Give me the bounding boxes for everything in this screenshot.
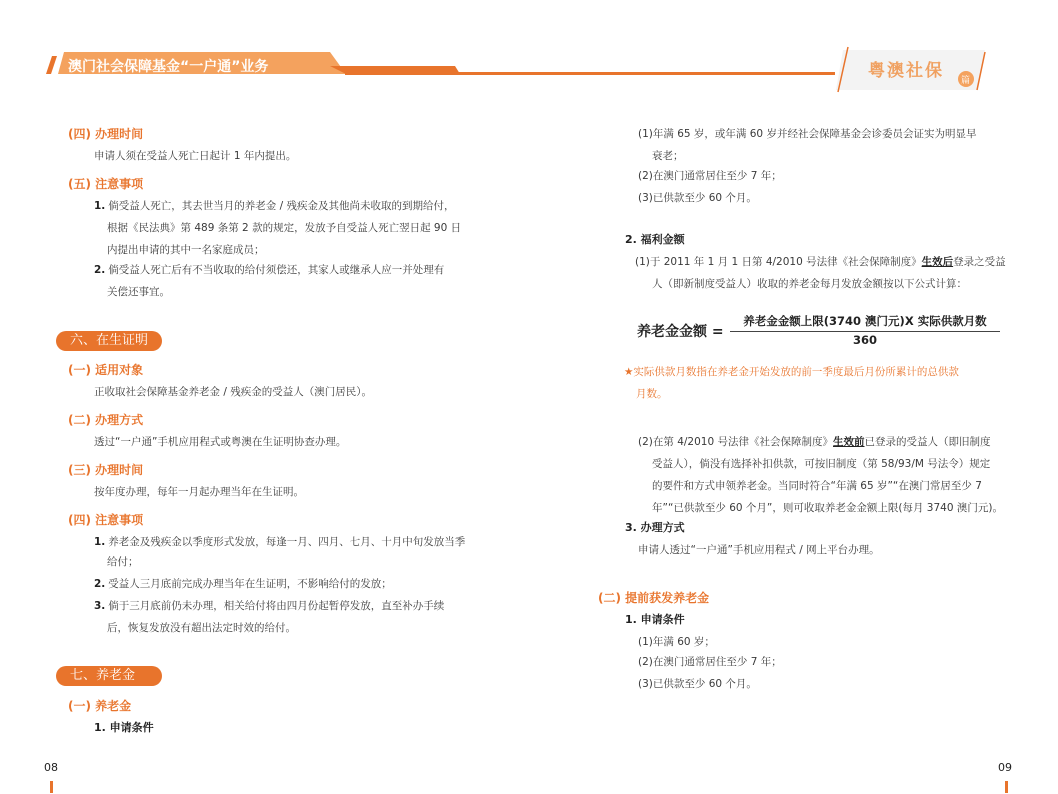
formula-lhs: 养老金金额 = (637, 324, 724, 340)
paragraph: 申请人须在受益人死亡日起计 1 年内提出。 (94, 150, 297, 162)
condition-item: (2)在澳门通常居住至少 7 年； (638, 170, 782, 182)
paragraph-continuation: 受益人），倘没有选择补扣供款，可按旧制度（第 58/93/M 号法令）规定 (652, 458, 991, 470)
list-item (94, 534, 465, 550)
paragraph: 透过“一户通”手机应用程式或粤澳在生证明协查办理。 (94, 436, 347, 448)
formula-numerator: 养老金金额上限(3740 澳门元)X 实际供款月数 (743, 314, 987, 328)
text: (1)于 2011 年 1 月 1 日第 4/2010 号法律《社会保障制度》 (635, 256, 922, 268)
list-item (94, 262, 444, 278)
item-number: 3. (94, 600, 106, 612)
item-number: 1. (94, 200, 106, 212)
list-item (94, 198, 455, 214)
item-number: 1. (94, 536, 106, 548)
item-number: 2. (94, 578, 106, 590)
footnote-continuation: 月数。 (636, 388, 668, 400)
sub-heading: 1. 申请条件 (94, 721, 154, 734)
paragraph (635, 254, 1006, 270)
condition-item: (1)年满 65 岁，或年满 60 岁并经社会保障基金会诊委员会证实为明显早 (638, 128, 977, 140)
emphasis: 生效前 (833, 436, 865, 448)
section-heading: (一) 养老金 (68, 699, 132, 713)
page-number: 08 (44, 761, 58, 774)
section-heading: (四) 办理时间 (68, 127, 144, 141)
paragraph: 申请人透过“一户通”手机应用程式 / 网上平台办理。 (638, 544, 880, 556)
section-title-pill: 七、养老金 (56, 666, 162, 686)
footnote (624, 364, 959, 380)
condition-item: (3)已供款至少 60 个月。 (638, 192, 757, 204)
paragraph-continuation: 的要件和方式申领养老金。当同时符合“年满 65 岁”“在澳门常居至少 7 (652, 480, 982, 492)
sub-heading: 1. 申请条件 (625, 613, 685, 626)
condition-continuation: 衰老； (652, 150, 684, 162)
page-marker (1005, 781, 1008, 793)
item-text: 受益人三月底前完成办理当年在生证明，不影响给付的发放； (108, 578, 392, 590)
section-heading: (一) 适用对象 (68, 363, 144, 377)
emphasis: 生效后 (921, 256, 954, 268)
condition-item: (1)年满 60 岁； (638, 636, 715, 648)
fraction-line (730, 331, 1000, 332)
item-text: 倘受益人死亡，其去世当月的养老金 / 残疾金及其他尚未收取的到期给付， (108, 200, 455, 212)
sub-heading: 2. 福利金额 (625, 233, 685, 246)
section-heading: (四) 注意事项 (68, 513, 144, 527)
page-marker (50, 781, 53, 793)
section-heading: (二) 提前获发养老金 (598, 591, 710, 605)
item-text: 养老金及残疾金以季度形式发放，每逢一月、四月、七月、十月中旬发放当季 (108, 536, 466, 548)
formula-denominator: 360 (852, 333, 877, 347)
header-banner-shape (0, 0, 1058, 100)
item-text: 倘受益人死亡后有不当收取的给付须偿还，其家人或继承人应一并处理有 (108, 264, 445, 276)
section-heading: (三) 办理时间 (68, 463, 144, 477)
condition-item: (3)已供款至少 60 个月。 (638, 678, 757, 690)
section-heading: (二) 办理方式 (68, 413, 144, 427)
list-item-continuation: 后，恢复发放没有超出法定时效的给付。 (107, 622, 296, 634)
logo-badge: 篇 (961, 76, 971, 86)
list-item (94, 576, 392, 592)
list-item-continuation: 关偿还事宜。 (107, 286, 170, 298)
list-item-continuation: 给付； (107, 556, 139, 568)
paragraph (638, 434, 991, 450)
text: 实际供款月数指在养老金开始发放的前一季度最后月份所累计的总供款 (633, 366, 959, 378)
item-number: 2. (94, 264, 106, 276)
header-title: 澳门社会保障基金“一户通”业务 (68, 59, 269, 75)
text: 已登录的受益人（即旧制度 (864, 436, 991, 448)
paragraph-continuation: 人（即新制度受益人）收取的养老金每月发放金额按以下公式计算： (652, 278, 967, 290)
condition-item: (2)在澳门通常居住至少 7 年； (638, 656, 782, 668)
logo-text: 粤澳社保 (868, 61, 944, 81)
sub-heading: 3. 办理方式 (625, 521, 685, 534)
section-heading: (五) 注意事项 (68, 177, 144, 191)
item-text: 倘于三月底前仍未办理，相关给付将由四月份起暂停发放，直至补办手续 (108, 600, 445, 612)
list-item (94, 598, 444, 614)
text: (2)在第 4/2010 号法律《社会保障制度》 (638, 436, 833, 448)
page-number: 09 (998, 761, 1012, 774)
list-item-continuation: 根据《民法典》第 489 条第 2 款的规定，发放予自受益人死亡翌日起 90 日 (107, 222, 462, 234)
text: 登录之受益 (953, 256, 1006, 268)
paragraph: 按年度办理，每年一月起办理当年在生证明。 (94, 486, 304, 498)
star-icon: ★ (624, 366, 634, 378)
list-item-continuation: 内提出申请的其中一名家庭成员； (107, 244, 265, 256)
paragraph: 正收取社会保障基金养老金 / 残疾金的受益人（澳门居民）。 (94, 386, 372, 398)
paragraph-continuation: 年”“已供款至少 60 个月”，则可收取养老金金额上限(每月 3740 澳门元)。 (652, 502, 1003, 514)
section-title-pill: 六、在生证明 (56, 331, 162, 351)
